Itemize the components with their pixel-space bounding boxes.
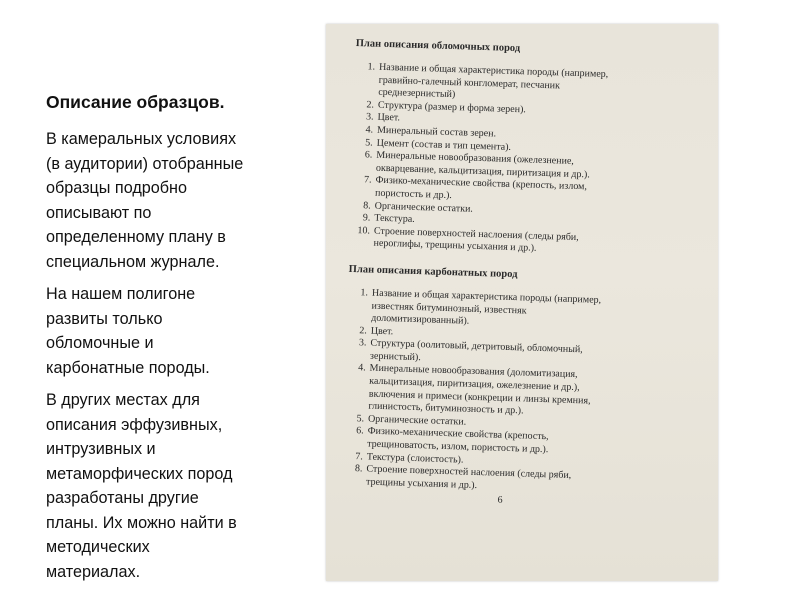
clastic-plan-list [349, 61, 695, 260]
page-number: 6 [497, 495, 503, 507]
clastic-plan-heading: План описания обломочных пород [355, 38, 521, 55]
slide-text-panel [46, 92, 306, 592]
list-item: 2. Цвет. [359, 324, 394, 337]
list-item: 4. Минеральный состав зерен. [365, 124, 497, 140]
list-item: 3. Структура (оолитовый, детритовый, обломочный, зернистый). [358, 337, 583, 364]
list-item: 5. Цемент (состав и тип цемента). [365, 136, 512, 153]
list-item: 10. Строение поверхностей наслоения (следы ряби, нероглифы, трещины усыхания и др.). [357, 224, 579, 255]
list-item: 7. Текстура (слоистость). [355, 450, 464, 466]
document-photo [326, 24, 718, 581]
list-item: 6. Физико-механические свойства (крепость, трещиноватость, излом, пористость и др.). [355, 425, 549, 456]
list-item: 8. Органические остатки. [363, 199, 474, 215]
paragraph-3: В других местах для описания эффузивных, интрузивных и метаморфических пород разработаны другие планы. Их можно найти в методических материалах. [46, 391, 237, 581]
paragraph-1: В камеральных условиях (в аудитории) отобранные образцы подробно описывают по определенному плану в специальном журнале. [46, 130, 244, 271]
slide-title: Описание образцов. [46, 92, 225, 112]
carbonate-plan-list [342, 287, 688, 499]
list-item: 1. Название и общая характеристика породы (например, известняк битуминозный, известняк доломитизированный). [360, 287, 602, 327]
list-item: 4. Минеральные новообразования (доломитизация, кальцитизация, пиритизация, ожелезнение и др.), включения и примеси (конкреции и линзы кремния, глинистость, битуминозность и др.). [357, 362, 591, 417]
carbonate-plan-heading: План описания карбонатных пород [348, 263, 518, 281]
list-item: 6. Минеральные новообразования (ожелезнение, окварцевание, кальцитизация, пиритизация и др.). [364, 149, 590, 181]
list-item: 2. Структура (размер и форма зерен). [366, 99, 527, 116]
list-item: 9. Текстура. [362, 212, 415, 226]
list-item: 1. Название и общая характеристика породы (например, гравийно-галечный конгломерат, песчаник среднезернистый) [367, 61, 609, 101]
list-item: 7. Физико-механические свойства (крепость, излом, пористость и др.). [363, 174, 588, 202]
list-item: 5. Органические остатки. [356, 413, 467, 428]
paragraph-2: На нашем полигоне развиты только обломочные и карбонатные породы. [46, 285, 210, 377]
list-item: 3. Цвет. [365, 111, 401, 124]
list-item: 8. Строение поверхностей наслоения (следы ряби, трещины усыхания и др.). [354, 463, 572, 491]
document-page [341, 38, 695, 512]
